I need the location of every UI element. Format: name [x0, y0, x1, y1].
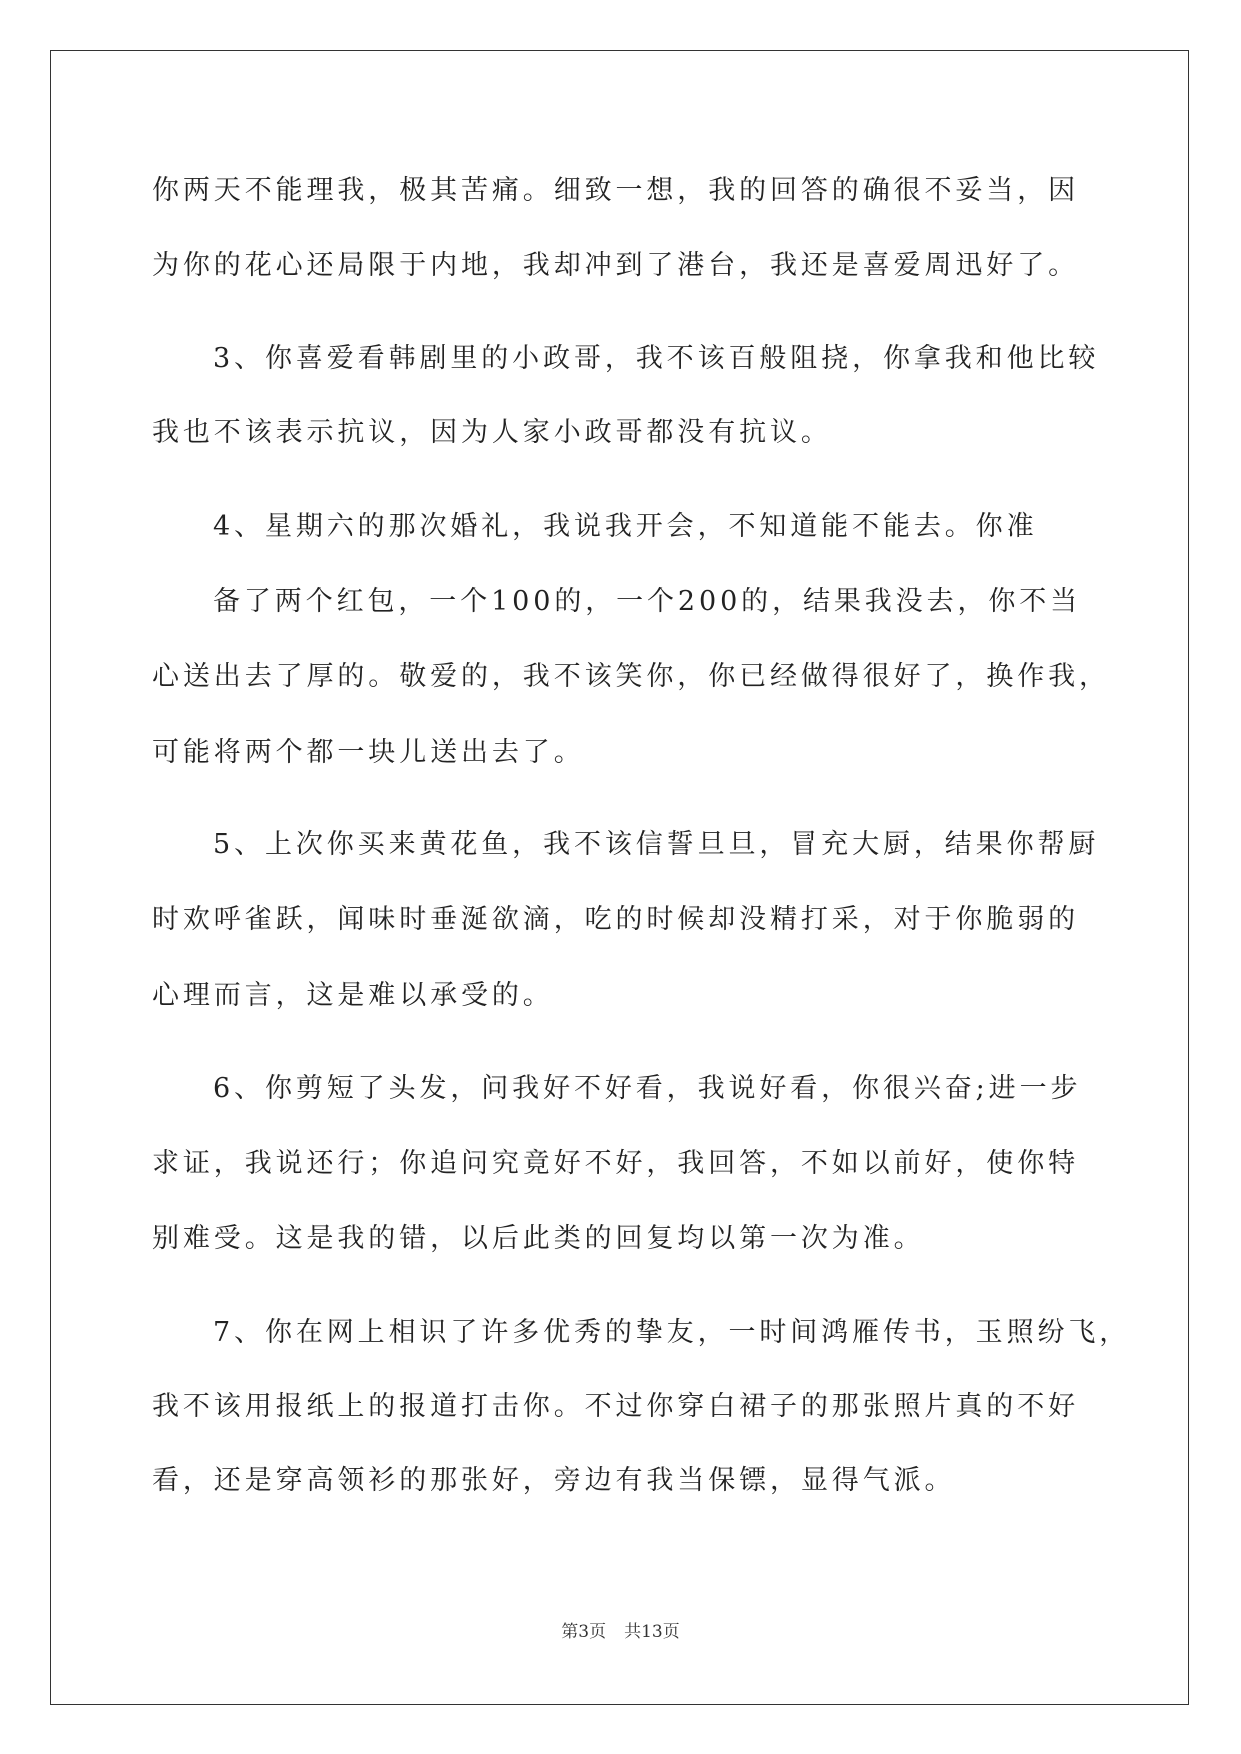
paragraph-line: 7、你在网上相识了许多优秀的挚友，一时间鸿雁传书，玉照纷飞， — [213, 1317, 1131, 1348]
page-number: 第3页 — [561, 1622, 607, 1642]
paragraph-line: 看，还是穿高领衫的那张好，旁边有我当保镖，显得气派。 — [152, 1465, 956, 1496]
page-border — [50, 50, 1189, 1705]
paragraph-line: 心送出去了厚的。敬爱的，我不该笑你，你已经做得很好了，换作我， — [152, 661, 1110, 692]
page-footer — [0, 1620, 1241, 1644]
paragraph-line: 3、你喜爱看韩剧里的小政哥，我不该百般阻挠，你拿我和他比较 — [213, 343, 1100, 374]
paragraph-line: 可能将两个都一块儿送出去了。 — [152, 737, 585, 768]
paragraph-line: 我不该用报纸上的报道打击你。不过你穿白裙子的那张照片真的不好 — [152, 1391, 1079, 1422]
paragraph-line: 我也不该表示抗议，因为人家小政哥都没有抗议。 — [152, 417, 832, 448]
paragraph-line: 你两天不能理我，极其苦痛。细致一想，我的回答的确很不妥当，因 — [152, 175, 1079, 206]
paragraph-line: 为你的花心还局限于内地，我却冲到了港台，我还是喜爱周迅好了。 — [152, 250, 1079, 281]
paragraph-line: 4、星期六的那次婚礼，我说我开会，不知道能不能去。你准 — [213, 511, 1038, 542]
paragraph-line: 心理而言，这是难以承受的。 — [152, 980, 554, 1011]
paragraph-line: 6、你剪短了头发，问我好不好看，我说好看，你很兴奋;进一步 — [213, 1073, 1082, 1104]
page-total: 共13页 — [624, 1622, 680, 1642]
paragraph-line: 时欢呼雀跃，闻味时垂涎欲滴，吃的时候却没精打采，对于你脆弱的 — [152, 904, 1079, 935]
paragraph-line: 求证，我说还行；你追问究竟好不好，我回答，不如以前好，使你特 — [152, 1148, 1079, 1179]
paragraph-line: 5、上次你买来黄花鱼，我不该信誓旦旦，冒充大厨，结果你帮厨 — [213, 829, 1100, 860]
paragraph-line: 别难受。这是我的错，以后此类的回复均以第一次为准。 — [152, 1223, 925, 1254]
paragraph-line: 备了两个红包，一个100的，一个200的，结果我没去，你不当 — [213, 586, 1082, 617]
